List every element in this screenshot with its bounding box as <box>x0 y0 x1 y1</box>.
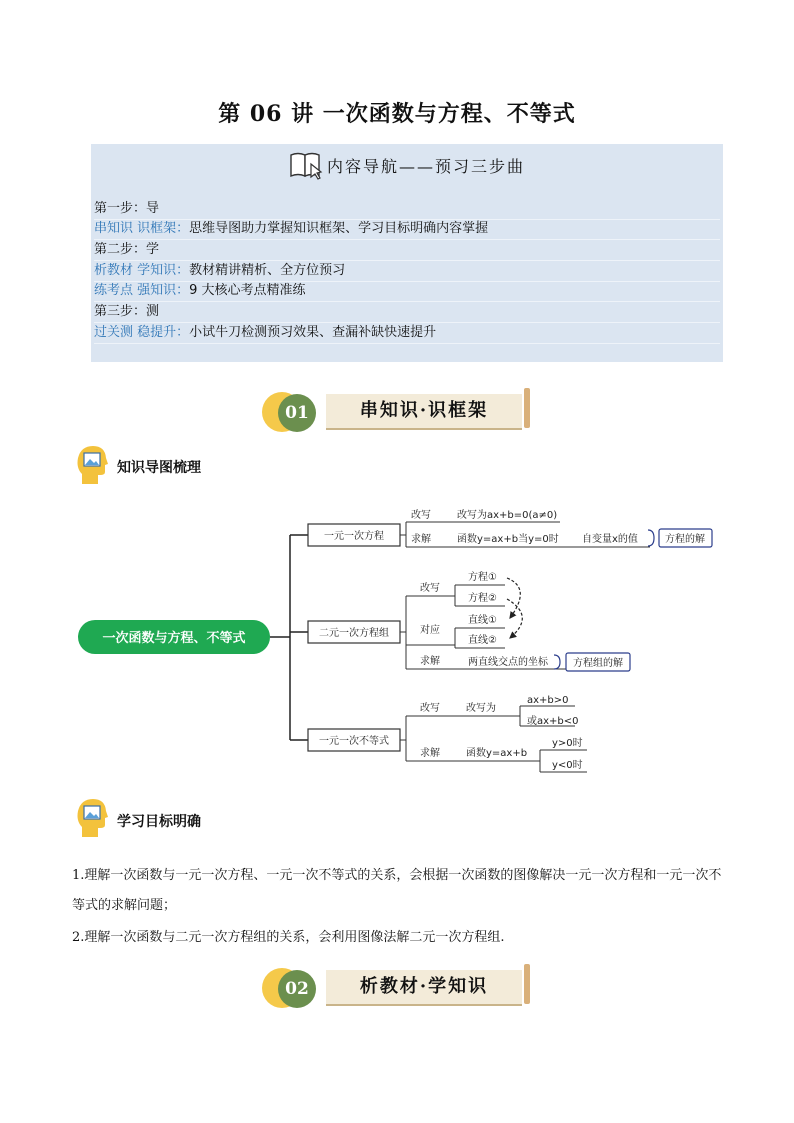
svg-text:函数y=ax+b当y=0时: 函数y=ax+b当y=0时 <box>457 534 559 545</box>
nav-row-label: 练考点 强知识： <box>94 283 190 298</box>
nav-row-4 <box>94 281 720 302</box>
svg-text:方程组的解: 方程组的解 <box>573 658 623 669</box>
section-banner-02 <box>262 968 532 1012</box>
svg-text:直线②: 直线② <box>468 635 497 646</box>
head-picture-icon <box>76 444 108 488</box>
nav-row-6 <box>94 323 720 344</box>
svg-text:改写: 改写 <box>420 583 440 594</box>
section-banner-01 <box>262 392 532 436</box>
section-title: 析教材·学知识 <box>326 970 522 1006</box>
nav-row-text: 9 大核心考点精准练 <box>189 283 306 298</box>
svg-text:直线①: 直线① <box>468 615 497 626</box>
svg-text:自变量x的值: 自变量x的值 <box>582 534 638 545</box>
nav-row-text: 教材精讲精析、全方位预习 <box>189 263 346 278</box>
svg-text:求解: 求解 <box>420 656 440 667</box>
svg-text:y<0时: y<0时 <box>552 760 583 771</box>
nav-row-label: 串知识 识框架： <box>94 221 190 236</box>
page-title: 第 06 讲 一次函数与方程、不等式 <box>218 101 576 127</box>
svg-text:方程①: 方程① <box>468 572 497 583</box>
svg-text:改写: 改写 <box>411 510 431 521</box>
objective-1: 1.理解一次函数与一元一次方程、一元一次不等式的关系，会根据一次函数的图像解决一元一次方程和一元一次不等式的求解问题； <box>72 868 722 913</box>
mindmap-root-label: 一次函数与方程、不等式 <box>102 631 246 646</box>
svg-text:二元一次方程组: 二元一次方程组 <box>319 628 389 639</box>
svg-text:一元一次方程: 一元一次方程 <box>324 531 384 542</box>
mind-map <box>70 500 730 785</box>
svg-text:改写: 改写 <box>420 703 440 714</box>
svg-text:对应: 对应 <box>420 625 440 636</box>
svg-text:函数y=ax+b: 函数y=ax+b <box>466 748 528 759</box>
svg-text:ax+b>0: ax+b>0 <box>527 695 569 706</box>
section-number: 01 <box>278 394 316 432</box>
nav-row-step1: 第一步：导 <box>94 199 720 220</box>
head-picture-icon <box>76 797 108 841</box>
svg-text:一元一次不等式: 一元一次不等式 <box>319 736 389 747</box>
nav-row-label: 析教材 学知识： <box>94 263 190 278</box>
svg-text:方程的解: 方程的解 <box>665 534 705 545</box>
nav-row-step2: 第二步：学 <box>94 240 720 261</box>
section-number: 02 <box>278 970 316 1008</box>
svg-text:求解: 求解 <box>420 748 440 759</box>
objectives-heading: 学习目标明确 <box>117 814 201 830</box>
svg-text:改写为: 改写为 <box>466 703 496 714</box>
nav-row-text: 小试牛刀检测预习效果、查漏补缺快速提升 <box>189 325 437 340</box>
objective-2: 2.理解一次函数与二元一次方程组的关系，会利用图像法解二元一次方程组. <box>72 930 505 945</box>
section-title: 串知识·识框架 <box>326 394 522 430</box>
nav-row-1 <box>94 219 720 240</box>
nav-heading <box>91 148 723 182</box>
svg-text:或ax+b<0: 或ax+b<0 <box>527 716 579 727</box>
svg-text:方程②: 方程② <box>468 593 497 604</box>
nav-row-3 <box>94 261 720 282</box>
nav-row-text: 思维导图助力掌握知识框架、学习目标明确内容掌握 <box>189 221 489 236</box>
nav-row-step3: 第三步：测 <box>94 302 720 323</box>
content-navigation-box <box>91 144 723 362</box>
svg-text:改写为ax+b=0(a≠0): 改写为ax+b=0(a≠0) <box>457 510 558 521</box>
mindmap-heading: 知识导图梳理 <box>117 460 201 476</box>
svg-text:y>0时: y>0时 <box>552 738 583 749</box>
svg-text:求解: 求解 <box>411 534 431 545</box>
book-pointer-icon <box>289 150 323 180</box>
nav-row-label: 过关测 稳提升： <box>94 325 190 340</box>
svg-text:两直线交点的坐标: 两直线交点的坐标 <box>468 657 548 668</box>
nav-heading-text: 内容导航——预习三步曲 <box>326 156 525 176</box>
